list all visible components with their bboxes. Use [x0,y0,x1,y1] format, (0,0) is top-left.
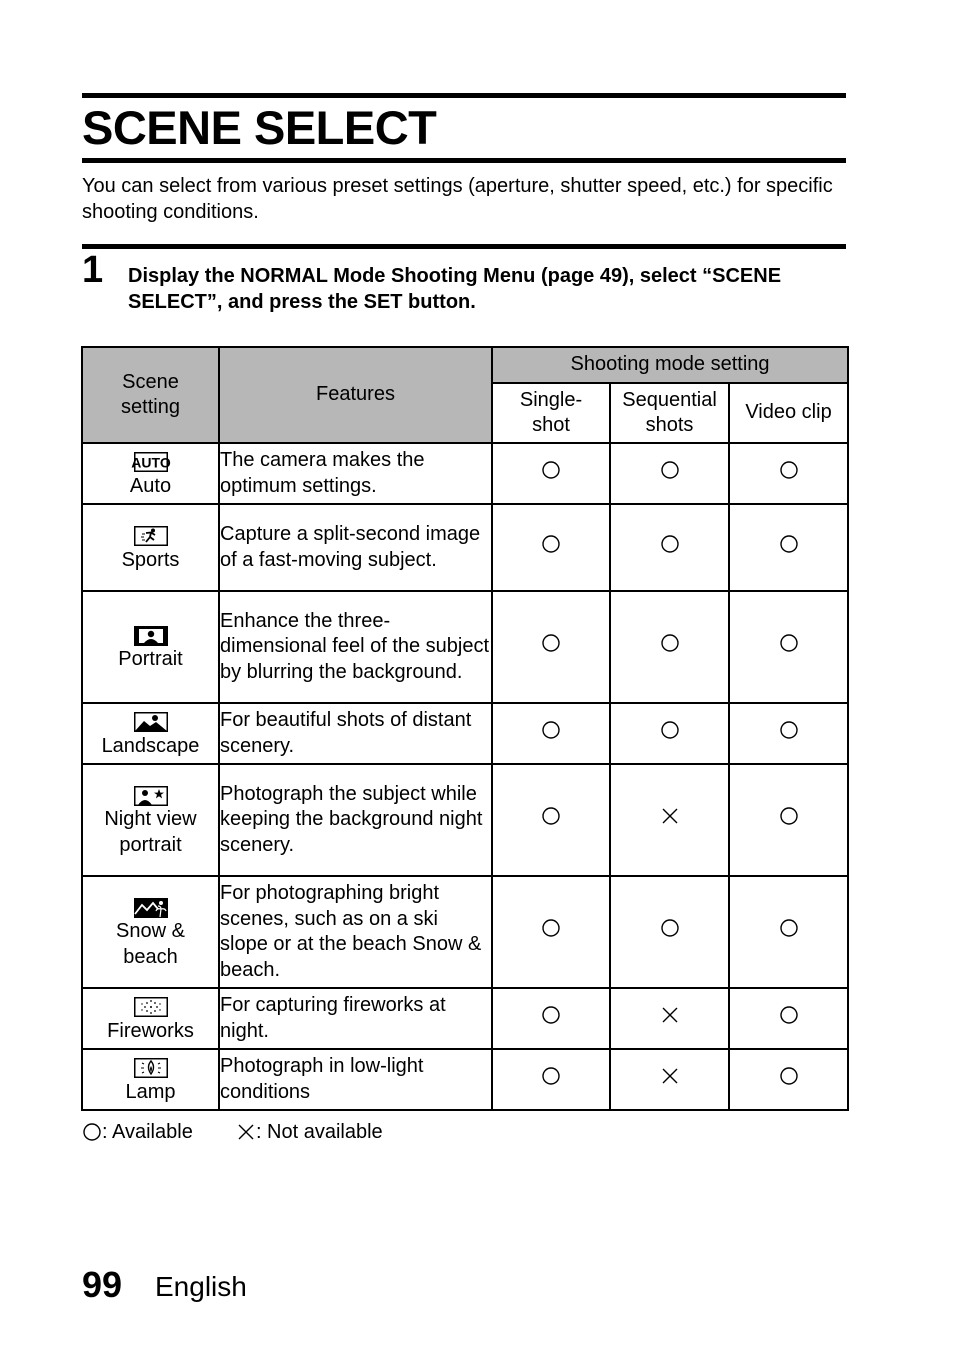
feature-description: Capture a split-second image of a fast-moving subject. [219,504,492,591]
scene-cell [82,443,219,504]
legend-not-available [236,1119,383,1145]
scene-select-table [81,346,849,1111]
mode-sequential-cell [610,504,729,591]
circle-icon [660,460,680,488]
page-language: English [155,1271,247,1302]
table-row [82,591,848,703]
mode-sequential-cell [610,1049,729,1110]
step-number: 1 [82,249,104,291]
circle-icon [660,918,680,946]
intro-paragraph: You can select from various preset settings (aperture, shutter speed, etc.) for specific shooting conditions. [82,175,833,223]
circle-icon [779,1005,799,1033]
scene-name: Fireworks [107,1019,194,1042]
circle-icon [660,633,680,661]
header-scene-setting [82,347,219,443]
circle-icon [779,633,799,661]
cross-icon [660,1005,680,1033]
table-row [82,876,848,988]
legend [82,1118,383,1145]
table-row [82,504,848,591]
landscape-icon [134,712,168,732]
mode-video-cell [729,504,848,591]
sports-icon [134,526,168,546]
mode-sequential-cell [610,443,729,504]
table-row [82,703,848,764]
scene-name: Night view portrait [104,808,197,856]
circle-icon [541,918,561,946]
mode-single-cell [492,591,610,703]
header-features: Features [219,347,492,443]
circle-icon [82,1122,102,1142]
table-row [82,988,848,1049]
portrait-icon [134,626,168,646]
feature-description: Photograph the subject while keeping the background night scenery. [219,764,492,876]
mode-video-cell [729,443,848,504]
cross-icon [236,1122,256,1142]
circle-icon [779,918,799,946]
mode-single-cell [492,504,610,591]
header-single-shot-label: Single-shot [519,388,583,436]
scene-name: Sports [121,548,180,571]
header-shooting-mode-setting: Shooting mode setting [492,347,848,383]
snow-beach-icon [134,898,168,918]
mode-sequential-cell [610,591,729,703]
legend-available [82,1119,193,1145]
auto-icon [130,452,171,472]
feature-description: For beautiful shots of distant scenery. [219,703,492,764]
mode-video-cell [729,764,848,876]
circle-icon [779,720,799,748]
feature-description: For photographing bright scenes, such as on a ski slope or at the beach Snow & beach. [219,876,492,988]
feature-description: For capturing fireworks at night. [219,988,492,1049]
legend-available-label: : Available [102,1120,193,1143]
scene-name: Snow & beach [116,920,185,968]
circle-icon [779,534,799,562]
circle-icon [660,720,680,748]
mode-single-cell [492,1049,610,1110]
scene-cell [82,703,219,764]
legend-not-available-label: : Not available [255,1120,383,1143]
header-video-clip: Video clip [729,383,848,443]
scene-cell [82,876,219,988]
feature-description: The camera makes the optimum settings. [219,443,492,504]
mode-single-cell [492,764,610,876]
mode-sequential-cell [610,703,729,764]
mode-single-cell [492,988,610,1049]
circle-icon [541,1066,561,1094]
night-portrait-icon [134,786,168,806]
table-row [82,764,848,876]
mode-sequential-cell [610,764,729,876]
mode-video-cell [729,1049,848,1110]
mode-single-cell [492,876,610,988]
header-sequential-shots [610,383,729,443]
svg-text:AUTO: AUTO [130,454,171,471]
title-rule-bottom [82,158,846,163]
mode-video-cell [729,703,848,764]
scene-cell [82,1049,219,1110]
feature-description: Photograph in low-light conditions [219,1049,492,1110]
scene-name: Portrait [118,648,183,670]
table-row [82,1049,848,1110]
cross-icon [660,1066,680,1094]
page-title: SCENE SELECT [82,101,437,154]
scene-cell [82,988,219,1049]
circle-icon [541,460,561,488]
mode-video-cell [729,988,848,1049]
header-single-shot [492,383,610,443]
title-rule-top [82,93,846,98]
table-row [82,443,848,504]
mode-single-cell [492,703,610,764]
scene-cell [82,764,219,876]
cross-icon [660,806,680,834]
mode-video-cell [729,876,848,988]
scene-cell [82,504,219,591]
step-instruction: Display the NORMAL Mode Shooting Menu (page 49), select “SCENE SELECT”, and press the SET button. [128,265,782,313]
header-scene-setting-label: Scene setting [121,370,180,418]
fireworks-icon [134,997,168,1017]
circle-icon [541,806,561,834]
mode-sequential-cell [610,876,729,988]
circle-icon [541,1005,561,1033]
circle-icon [541,633,561,661]
header-sequential-shots-label: Sequential shots [622,388,717,436]
scene-name: Lamp [125,1080,176,1103]
scene-cell [82,591,219,703]
mode-single-cell [492,443,610,504]
page-number: 99 [82,1264,123,1305]
circle-icon [660,534,680,562]
circle-icon [541,534,561,562]
step-rule [82,244,846,249]
mode-video-cell [729,591,848,703]
circle-icon [779,460,799,488]
circle-icon [541,720,561,748]
mode-sequential-cell [610,988,729,1049]
feature-description: Enhance the three-dimensional feel of the subject by blurring the background. [219,591,492,703]
circle-icon [779,806,799,834]
circle-icon [779,1066,799,1094]
lamp-icon [134,1058,168,1078]
scene-name: Auto [129,474,172,497]
scene-name: Landscape [101,734,200,757]
